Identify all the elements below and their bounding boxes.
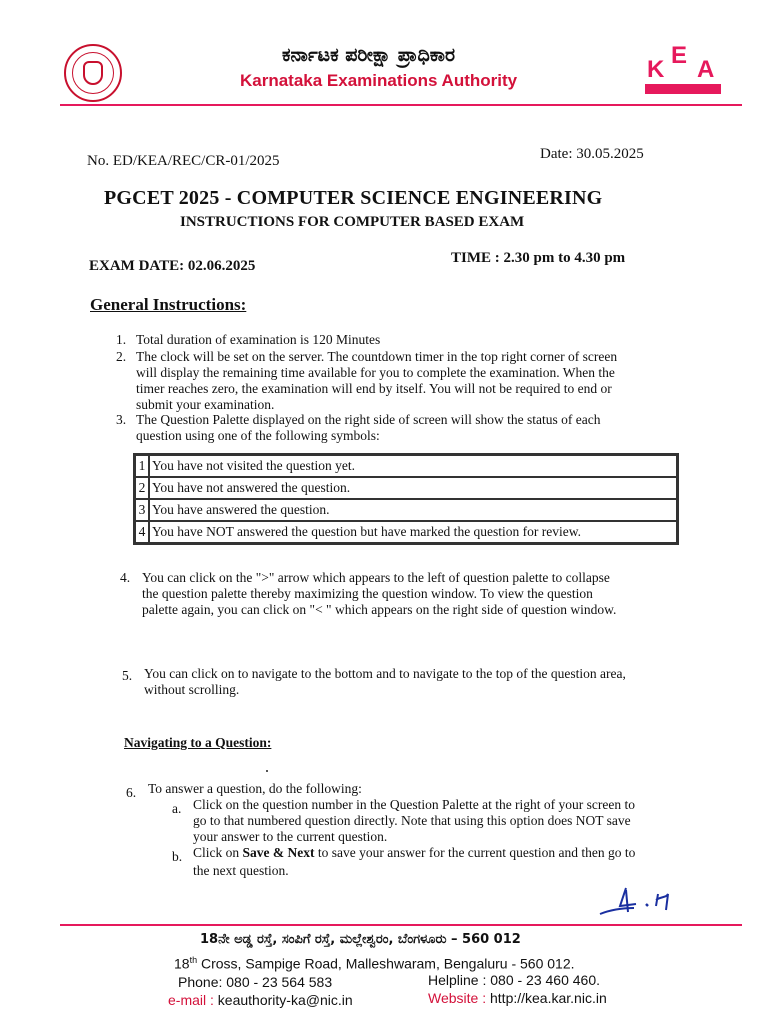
email-contact — [168, 992, 353, 1008]
footer-divider — [60, 924, 742, 926]
instruction-item-4 — [120, 566, 700, 617]
exam-time: TIME : 2.30 pm to 4.30 pm — [451, 250, 626, 266]
website-link[interactable]: http://kea.kar.nic.in — [490, 990, 607, 1006]
item-text-line: the next question. — [193, 863, 289, 878]
authority-name-english: Karnataka Examinations Authority — [240, 71, 518, 90]
item-text-line: Click on the question number in the Question Palette at the right of your screen to — [193, 797, 636, 812]
question-palette-legend-table — [133, 453, 679, 545]
text-run: to save your answer for the current question and then go to — [314, 845, 636, 860]
kea-seal-logo — [64, 44, 122, 102]
text-run: Click on — [193, 845, 243, 860]
instruction-sub-a — [172, 797, 702, 845]
email-label: e-mail : — [168, 992, 218, 1008]
address-part: Cross, Sampige Road, Malleshwaram, Bengaluru - 560 012. — [197, 955, 575, 972]
logo-letter-a: A — [697, 56, 715, 83]
item-number: 3. — [116, 412, 127, 427]
item-number: 4. — [120, 570, 131, 585]
logo-letter-k: K — [647, 56, 665, 83]
address-part: 18 — [174, 955, 190, 972]
item-text-line: palette again, you can click on "< " which appears on the right side of question window. — [142, 602, 617, 617]
item-text-line: go to that numbered question directly. Note that using this option does NOT save — [193, 813, 631, 828]
item-text-line: timer reaches zero, the examination will end by itself. You will not be required to end or — [136, 381, 612, 396]
item-number: 6. — [126, 785, 137, 800]
symbol-cell: 4 — [135, 521, 149, 543]
item-letter: b. — [172, 849, 183, 864]
symbol-description: You have not answered the question. — [149, 477, 677, 499]
item-text-line — [193, 845, 635, 861]
page-title: PGCET 2025 - COMPUTER SCIENCE ENGINEERING — [104, 187, 603, 209]
item-text-line: The clock will be set on the server. The countdown timer in the top right corner of screen — [136, 349, 618, 364]
website-label: Website : — [428, 990, 490, 1006]
item-text-line: The Question Palette displayed on the right side of screen will show the status of each — [136, 412, 601, 427]
document-date: Date: 30.05.2025 — [540, 146, 644, 162]
table-row — [135, 477, 677, 499]
item-text-line: the question palette thereby maximizing the question window. To view the question — [142, 586, 593, 601]
reference-number: No. ED/KEA/REC/CR-01/2025 — [87, 153, 280, 169]
symbol-cell: 1 — [135, 455, 149, 477]
instruction-item-6 — [126, 781, 706, 800]
general-instructions-heading: General Instructions: — [90, 295, 247, 314]
item-text-line: will display the remaining time available for you to complete the examination. When the — [136, 365, 615, 380]
navigating-heading: Navigating to a Question: — [124, 735, 272, 750]
instruction-item-3 — [116, 412, 696, 444]
symbol-description: You have NOT answered the question but have marked the question for review. — [149, 521, 677, 543]
address-part: th — [189, 955, 198, 965]
phone-number: Phone: 080 - 23 564 583 — [178, 974, 333, 990]
save-next-label: Save & Next — [242, 845, 315, 860]
website-contact — [428, 990, 607, 1006]
exam-date: EXAM DATE: 02.06.2025 — [89, 258, 256, 274]
symbol-cell: 2 — [135, 477, 149, 499]
logo-letter-e: E — [671, 42, 688, 69]
item-text-line: question using one of the following symbols: — [136, 428, 380, 443]
table-row — [135, 455, 677, 477]
item-number: 2. — [116, 349, 127, 364]
authority-name-kannada: ಕರ್ನಾಟಕ ಪರೀಕ್ಷಾ ಪ್ರಾಧಿಕಾರ — [282, 44, 456, 66]
table-row — [135, 521, 677, 543]
address-english — [174, 955, 575, 972]
table-row — [135, 499, 677, 521]
kea-logo — [645, 42, 721, 94]
item-text-line: You can click on the ">" arrow which appears to the left of question palette to collapse — [142, 570, 610, 585]
item-number: 5. — [122, 668, 133, 683]
header-divider — [60, 104, 742, 106]
symbol-description: You have answered the question. — [149, 499, 677, 521]
symbol-cell: 3 — [135, 499, 149, 521]
item-letter: a. — [172, 801, 182, 816]
instruction-item-2 — [116, 349, 696, 413]
item-text: Total duration of examination is 120 Minutes — [136, 332, 381, 347]
item-text-line: without scrolling. — [144, 682, 240, 697]
email-link[interactable]: keauthority-ka@nic.in — [217, 992, 353, 1008]
speck — [266, 770, 268, 772]
instruction-sub-b — [172, 845, 702, 879]
instruction-item-5 — [122, 664, 702, 696]
item-text-line: your answer to the current question. — [193, 829, 388, 844]
item-text: To answer a question, do the following: — [148, 781, 362, 796]
handwritten-signature — [596, 884, 680, 920]
helpline-number: Helpline : 080 - 23 460 460. — [428, 972, 601, 988]
address-kannada: 18ನೇ ಅಡ್ಡ ರಸ್ತೆ, ಸಂಪಿಗೆ ರಸ್ತೆ, ಮಲ್ಲೇಶ್ವರಂ, ಬೆಂಗಳೂರು – 560 012 — [200, 932, 521, 947]
symbol-description: You have not visited the question yet. — [149, 455, 677, 477]
item-number: 1. — [116, 332, 127, 347]
page-subtitle: INSTRUCTIONS FOR COMPUTER BASED EXAM — [180, 214, 525, 230]
item-text-line: submit your examination. — [136, 397, 275, 412]
item-text-line: You can click on to navigate to the bottom and to navigate to the top of the question area, — [144, 666, 626, 681]
